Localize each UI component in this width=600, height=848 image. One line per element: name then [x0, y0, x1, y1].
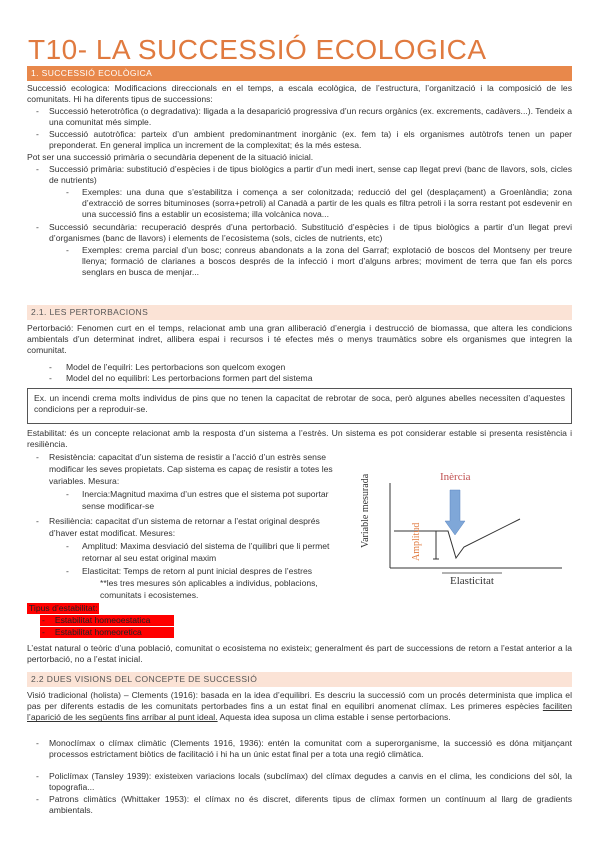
model-equilibri: Model de l’equilri: Les pertorbacions son quelcom exogen: [66, 362, 286, 372]
bullet-autotrofica: Successió autotròfica: parteix d’un ambient predominantment inorgànic (ex. fem ta) i els organismes autòtrofs tenen un paper preponderat. En general implica un increment de la complexitat; és la més estesa.: [49, 129, 572, 151]
paragraph-visio-tradicional: [27, 690, 572, 724]
tipus-estabilitat-label: Tipus d’estabilitat:: [29, 603, 98, 613]
bullet-dash: -: [36, 222, 39, 232]
bullet-dash: -: [66, 566, 69, 576]
bullet-dash: -: [36, 106, 39, 116]
bullet-dash: -: [36, 771, 39, 781]
bullet-dash: -: [36, 516, 39, 526]
visio-text-a: Visió tradicional (holista) – Clements (1916): basada en la idea d’equilibri. Es descriu la successió com un procés determinista que implica el pas per diferents estadis de les comunitats pertorbades fins a un estat final en equilibri anomenat clímax. Les primeres espècies: [27, 690, 572, 712]
page-title: T10- LA SUCCESSIÓ ECOLOGICA: [28, 34, 487, 65]
amplitud-line-1: Amplitud: Maxima desviació del sistema de l’quilibri que li permet: [82, 541, 330, 551]
example-box: Ex. un incendi crema molts individus de pins que no tenen la capacitat de rebrotar de soca, però algunes abelles necessiten d’aquestes condicions per a reproduir-se.: [27, 388, 572, 424]
estabilitat-homeostatica-text: Estabilitat homeoestatica: [54, 615, 151, 625]
bullet-dash: -: [36, 738, 39, 748]
resistencia-line-1: Resistència: capacitat d’un sistema de resistir a l’acció d’un estrès sense: [49, 452, 327, 462]
bullet-heterotrofica: Successió heterotròfica (o degradativa): lligada a la desaparició progressiva d’un recurs orgànics (ex. excrements, cadàvers...). Tendeix a una comunitat més simple.: [49, 106, 572, 128]
resiliencia-line-2: d’haver estat modificat. Mesures:: [49, 528, 176, 538]
resiliencia-line-1: Resiliència: capacitat d’un sistema de retornar a l’estat original després: [49, 516, 320, 526]
bullet-dash: -: [49, 373, 52, 383]
bullet-dash: -: [66, 187, 69, 197]
section-heading-1: 1. SUCCESSIÓ ECOLÒGICA: [27, 66, 572, 81]
bullet-dash: -: [66, 541, 69, 551]
bullet-dash: -: [42, 627, 45, 637]
paragraph-successio-definition: Successió ecologica: Modificacions direccionals en el temps, a escala ecològica, de l’estructura, l’organització i la composició de les comunitats. Hi ha diferents tipus de successions:: [27, 83, 572, 105]
diagram-label-elasticitat: Elasticitat: [450, 575, 494, 587]
visio-text-underlined: faciliten l’aparició de les següents fins arribar al punt ideal.: [27, 701, 572, 723]
amplitud-line-2: retornar al seu estat original maxim: [82, 553, 217, 563]
bullet-patrons-climatics: Patrons climàtics (Whittaker 1953): el clímax no és discret, diferents tipus de clímax formen un contínuum al llarg de gradients ambientals.: [49, 794, 572, 816]
bullet-dash: -: [36, 129, 39, 139]
diagram-label-amplitud: Amplitud: [411, 522, 422, 561]
bullet-dash: -: [66, 489, 69, 499]
bullet-dash: -: [36, 794, 39, 804]
estabilitat-homeoretica-text: Estabilitat homeoretica: [54, 627, 142, 637]
bullet-policlimax: Policlímax (Tansley 1939): existeixen variacions locals (subclímax) del clímax degudes a canvis en el clima, les condicions del sòl, la topografia...: [49, 771, 572, 793]
elasticitat-line: Elasticitat: Temps de retorn al punt inicial despres de l’estres: [82, 566, 313, 576]
visio-text-b: Aquesta idea suposa un clima estable i sense pertorbacions.: [217, 712, 451, 723]
paragraph-primaria-secundaria: Pot ser una successió primària o secundària depenent de la situació inicial.: [27, 152, 314, 162]
inercia-line-2: sense modificar-se: [82, 501, 155, 511]
section-heading-2-1: 2.1. LES PERTORBACIONS: [27, 305, 572, 320]
estabilitat-homeoretica: [40, 627, 174, 638]
resistencia-line-3: variables. Mesura:: [49, 476, 120, 486]
section-heading-2-2: 2.2 DUES VISIONS DEL CONCEPTE DE SUCCESSIÓ: [27, 672, 572, 687]
bullet-dash: -: [36, 452, 39, 462]
note-line-1: **les tres mesures són aplicables a individus, poblacions,: [100, 578, 318, 588]
paragraph-estabilitat: Estabilitat: és un concepte relacionat amb la resposta d’un sistema a l’estrès. Un sistema es pot considerar estable si presenta resistència i resiliència.: [27, 428, 572, 450]
bullet-dash: -: [66, 245, 69, 255]
examples-secundaria: Exemples: crema parcial d’un bosc; conreus abandonats a la zona del Garraf; explotació de boscos del Montseny per treure llenya; formació de clarianes a boscos després de la infecció i mort d’alguns arbres; moviment de terra que fan els porcs senglars en busca de menjar...: [82, 245, 572, 278]
resistencia-line-2: modificar les seves propietats. Cap sistema es capaç de resistir a totes les: [49, 464, 333, 474]
bullet-primaria: Successió primària: substitució d’espècies i de tipus biològics a partir d’un medi inert, sense cap llegat previ (banc de llavors, sols, cicles de nutrients): [49, 164, 572, 186]
bullet-secundaria: Successió secundària: recuperació després d’una pertorbació. Substitució d’espècies i de tipus biològics a partir d’un llegat previ d’organismes (banc de llavors) i elements de l’ecosistema (sols, cicles de nutrients, etc): [49, 222, 572, 244]
paragraph-pertorbacio: Pertorbació: Fenomen curt en el temps, relacionat amb una gran alliberació d’energia i destrucció de biomassa, que altera les condicions ambientals d’un determinat indret, allibera espai i recursos i té efectes més o menys traumàtics sobre els organismes que integren la comunitat.: [27, 323, 572, 356]
inertia-arrow: [445, 490, 465, 535]
paragraph-estat-natural: L’estat natural o teòric d’una població, comunitat o ecosistema no existeix; generalment és part de successions de retorn a l’estat anterior a la pertorbació, no a l’estat inicial.: [27, 643, 572, 665]
inercia-line-1: Inercia:Magnitud maxima d’un estres que el sistema pot suportar: [82, 489, 329, 499]
diagram-y-label: Variable mesurada: [360, 473, 371, 548]
bullet-monoclimax: Monoclímax o clímax climàtic (Clements 1916, 1936): entén la comunitat com a superorganisme, la successió es dóna mitjançant processos estrictament biòtics de facilitació i hi ha un únic estat final per a tota una regió climàtica.: [49, 738, 572, 760]
bullet-dash: -: [42, 615, 45, 625]
bullet-dash: -: [36, 164, 39, 174]
bullet-dash: -: [49, 362, 52, 372]
note-line-2: comunitats i ecosistemes.: [100, 590, 199, 600]
examples-primaria: Exemples: una duna que s’estabilitza i comença a ser colonitzada; reducció del gel (desplaçament) a Groenlàndia; zona d’extracció de sorres bituminoses (sorra+petroli) al Canadà a partir de les quals es filtra petroli i la sorra restant pot esdevenir en una successió fins a establir un ecosistema; illa volcànica nova...: [82, 187, 572, 220]
diagram-label-inercia: Inèrcia: [440, 471, 471, 483]
estabilitat-homeostatica: [40, 615, 174, 626]
model-no-equilibri: Model del no equilibri: Les pertorbacions formen part del sistema: [66, 373, 313, 383]
stability-diagram: [352, 463, 577, 588]
